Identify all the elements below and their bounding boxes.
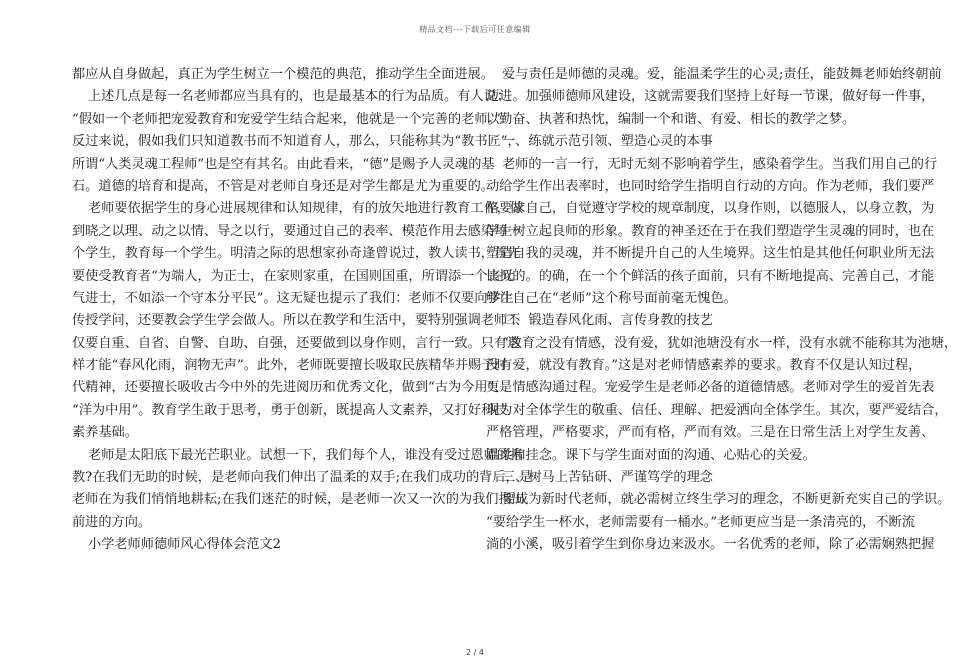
left-column-text-line: 到晓之以理、动之以情、导之以行，要通过自己的表率、模范作用去感染每一 [72, 223, 521, 239]
right-column-text-line: 三、树马上苦钻研、严谨笃学的理念 [502, 470, 713, 486]
left-column-text-line: 反过来说，假如我们只知道教书而不知道育人，那么，只能称其为“教书匠”， [72, 134, 521, 150]
page-number: 2 / 4 [466, 648, 484, 657]
page-header: 精品文档---下载后可任意编辑 [419, 25, 531, 34]
left-column-text-line: “假如一个老师把宠爱教育和宠爱学生结合起来，他就是一个完善的老师。” [72, 111, 501, 127]
right-column-text-line: 严格管理，严格要求，严而有格，严而有效。三是在日常生活上对学生友善、 [486, 425, 935, 441]
left-column-text-line: 老师是太阳底下最光芒职业。试想一下，我们每个人，谁没有受过恩师的指 [88, 447, 524, 463]
right-column-text-line: 格要求自己，自觉遵守学校的规章制度，以身作则，以德服人，以身立教，为 [486, 201, 935, 217]
left-column-text-line: 石。道德的培育和提高，不管是对老师自身还是对学生都是尤为重要的。 [72, 178, 494, 194]
left-column-text-line: 传授学问，还要教会学生学会做人。所以在教学和生活中，要特别强调老师不 [72, 313, 521, 329]
right-column-text-line: 老师的一言一行，无时无刻不影响着学生，感染着学生。当我们用自己的行 [502, 156, 938, 172]
right-column-text-line: 比拟的。的确，在一个个鲜活的孩子面前，只有不断地提高、完善自己，才能 [486, 268, 935, 284]
right-column-text-line: 更是情感沟通过程。宠爱学生是老师必备的道德情感。老师对学生的爱首先表 [486, 380, 935, 396]
left-column-text-line: 都应从自身做起，真正为学生树立一个模范的典范，推动学生全面进展。 [72, 67, 494, 82]
right-column-text-line: 温柔和挂念。课下与学生面对面的沟通、心贴心的关爱。 [486, 447, 816, 463]
right-column-text-line: “要给学生一杯水，老师需要有一桶水。”老师更应当是一条清亮的，不断流 [486, 514, 915, 530]
right-column-text-line: 没有爱，就没有教育。”这是对老师情感素养的要求。教育不仅是认知过程， [486, 358, 922, 374]
left-column-text-line: 气进士，不如添一个守本分平民”。这无疑也提示了我们：老师不仅要向学生 [72, 290, 514, 306]
left-column-text-line: 要使受教育者“为端人，为正士，在家则家重，在国则国重，所谓添一个丧元 [72, 268, 514, 284]
right-column-text-line: 以勤奋、执著和热忱，编制一个和谐、有爱、相长的教学之梦。 [486, 111, 856, 127]
left-column-text-line: 代精神，还要擅长吸收古今中外的先进阅历和优秀文化，做到“古为今用”、 [72, 380, 508, 396]
right-column-text-line: 要成为新时代老师，就必需树立终生学习的理念，不断更新充实自己的学识。 [502, 492, 951, 508]
left-column-text-line: 老师在为我们悄悄地耕耘;在我们迷茫的时候，是老师一次又一次的为我们指出 [72, 492, 525, 508]
right-column-text-line: 学生树立起良师的形象。教育的神圣还在于在我们塑造学生灵魂的同时，也在 [486, 223, 935, 239]
left-column-text-line: 仅要自重、自省、自警、自助、自强，还要做到以身作则，言行一致。只有这 [72, 335, 521, 351]
right-column-text-line: 现为对全体学生的敬重、信任、理解、把爱洒向全体学生。其次，要严爱结合， [486, 402, 948, 418]
left-text-column [72, 64, 532, 557]
right-column-text-line: 爱与责任是师德的灵魂。爱，能温柔学生的心灵;责任，能鼓舞老师始终朝前 [502, 67, 942, 82]
right-column-text-line: 二、锻造春风化雨、言传身教的技艺 [502, 313, 713, 329]
right-column-text-line: 动给学生作出表率时，也同时给学生指明自行动的方向。作为老师，我们要严 [486, 178, 935, 194]
left-column-text-line: 前进的方向。 [72, 514, 152, 530]
left-column-text-line: 老师要依据学生的身心进展规律和认知规律，有的放矢地进行教育工作，做 [88, 201, 524, 217]
left-column-text-line: “洋为中用”。教育学生敢于思考，勇于创新，既提高人文素养，又打好科技 [72, 402, 508, 418]
left-column-text-line: 教?在我们无助的时候，是老师向我们伸出了温柔的双手;在我们成功的背后，是 [72, 470, 532, 486]
right-column-text-line: 够让自己在“老师”这个称号面前毫无愧色。 [486, 290, 737, 306]
right-column-text-line: 塑造自我的灵魂，并不断提升自己的人生境界。这生怕是其他任何职业所无法 [486, 246, 935, 262]
left-column-text-line: 样才能“春风化雨，润物无声”。此外，老师既要擅长吸取民族精华并赐予时 [72, 358, 508, 374]
left-column-text-line: 个学生，教育每一个学生。明清之际的思想家孙奇逢曾说过，教人读书，首先 [72, 246, 521, 262]
left-column-text-line: 小学老师师德师风心得体会范文2 [88, 537, 282, 553]
left-column-text-line: 所谓“人类灵魂工程师”也是空有其名。由此看来，“德”是赐予人灵魂的基 [72, 156, 495, 172]
right-column-text-line: 淌的小溪，吸引着学生到你身边来汲水。一名优秀的老师，除了必需娴熟把握 [486, 537, 935, 553]
right-column-text-line: 一、练就示范引领、塑造心灵的本事 [502, 134, 713, 150]
right-column-text-line: 迈进。加强师德师风建设，这就需要我们坚持上好每一节课，做好每一件事， [486, 89, 935, 105]
right-text-column [486, 64, 957, 557]
left-column-text-line: 素养基础。 [72, 425, 138, 441]
right-column-text-line: “教育之没有情感，没有爱，犹如池塘没有水一样，没有水就不能称其为池塘， [502, 335, 957, 351]
left-column-text-line: 上述几点是每一名老师都应当具有的，也是最基本的行为品质。有人说： [88, 89, 510, 105]
